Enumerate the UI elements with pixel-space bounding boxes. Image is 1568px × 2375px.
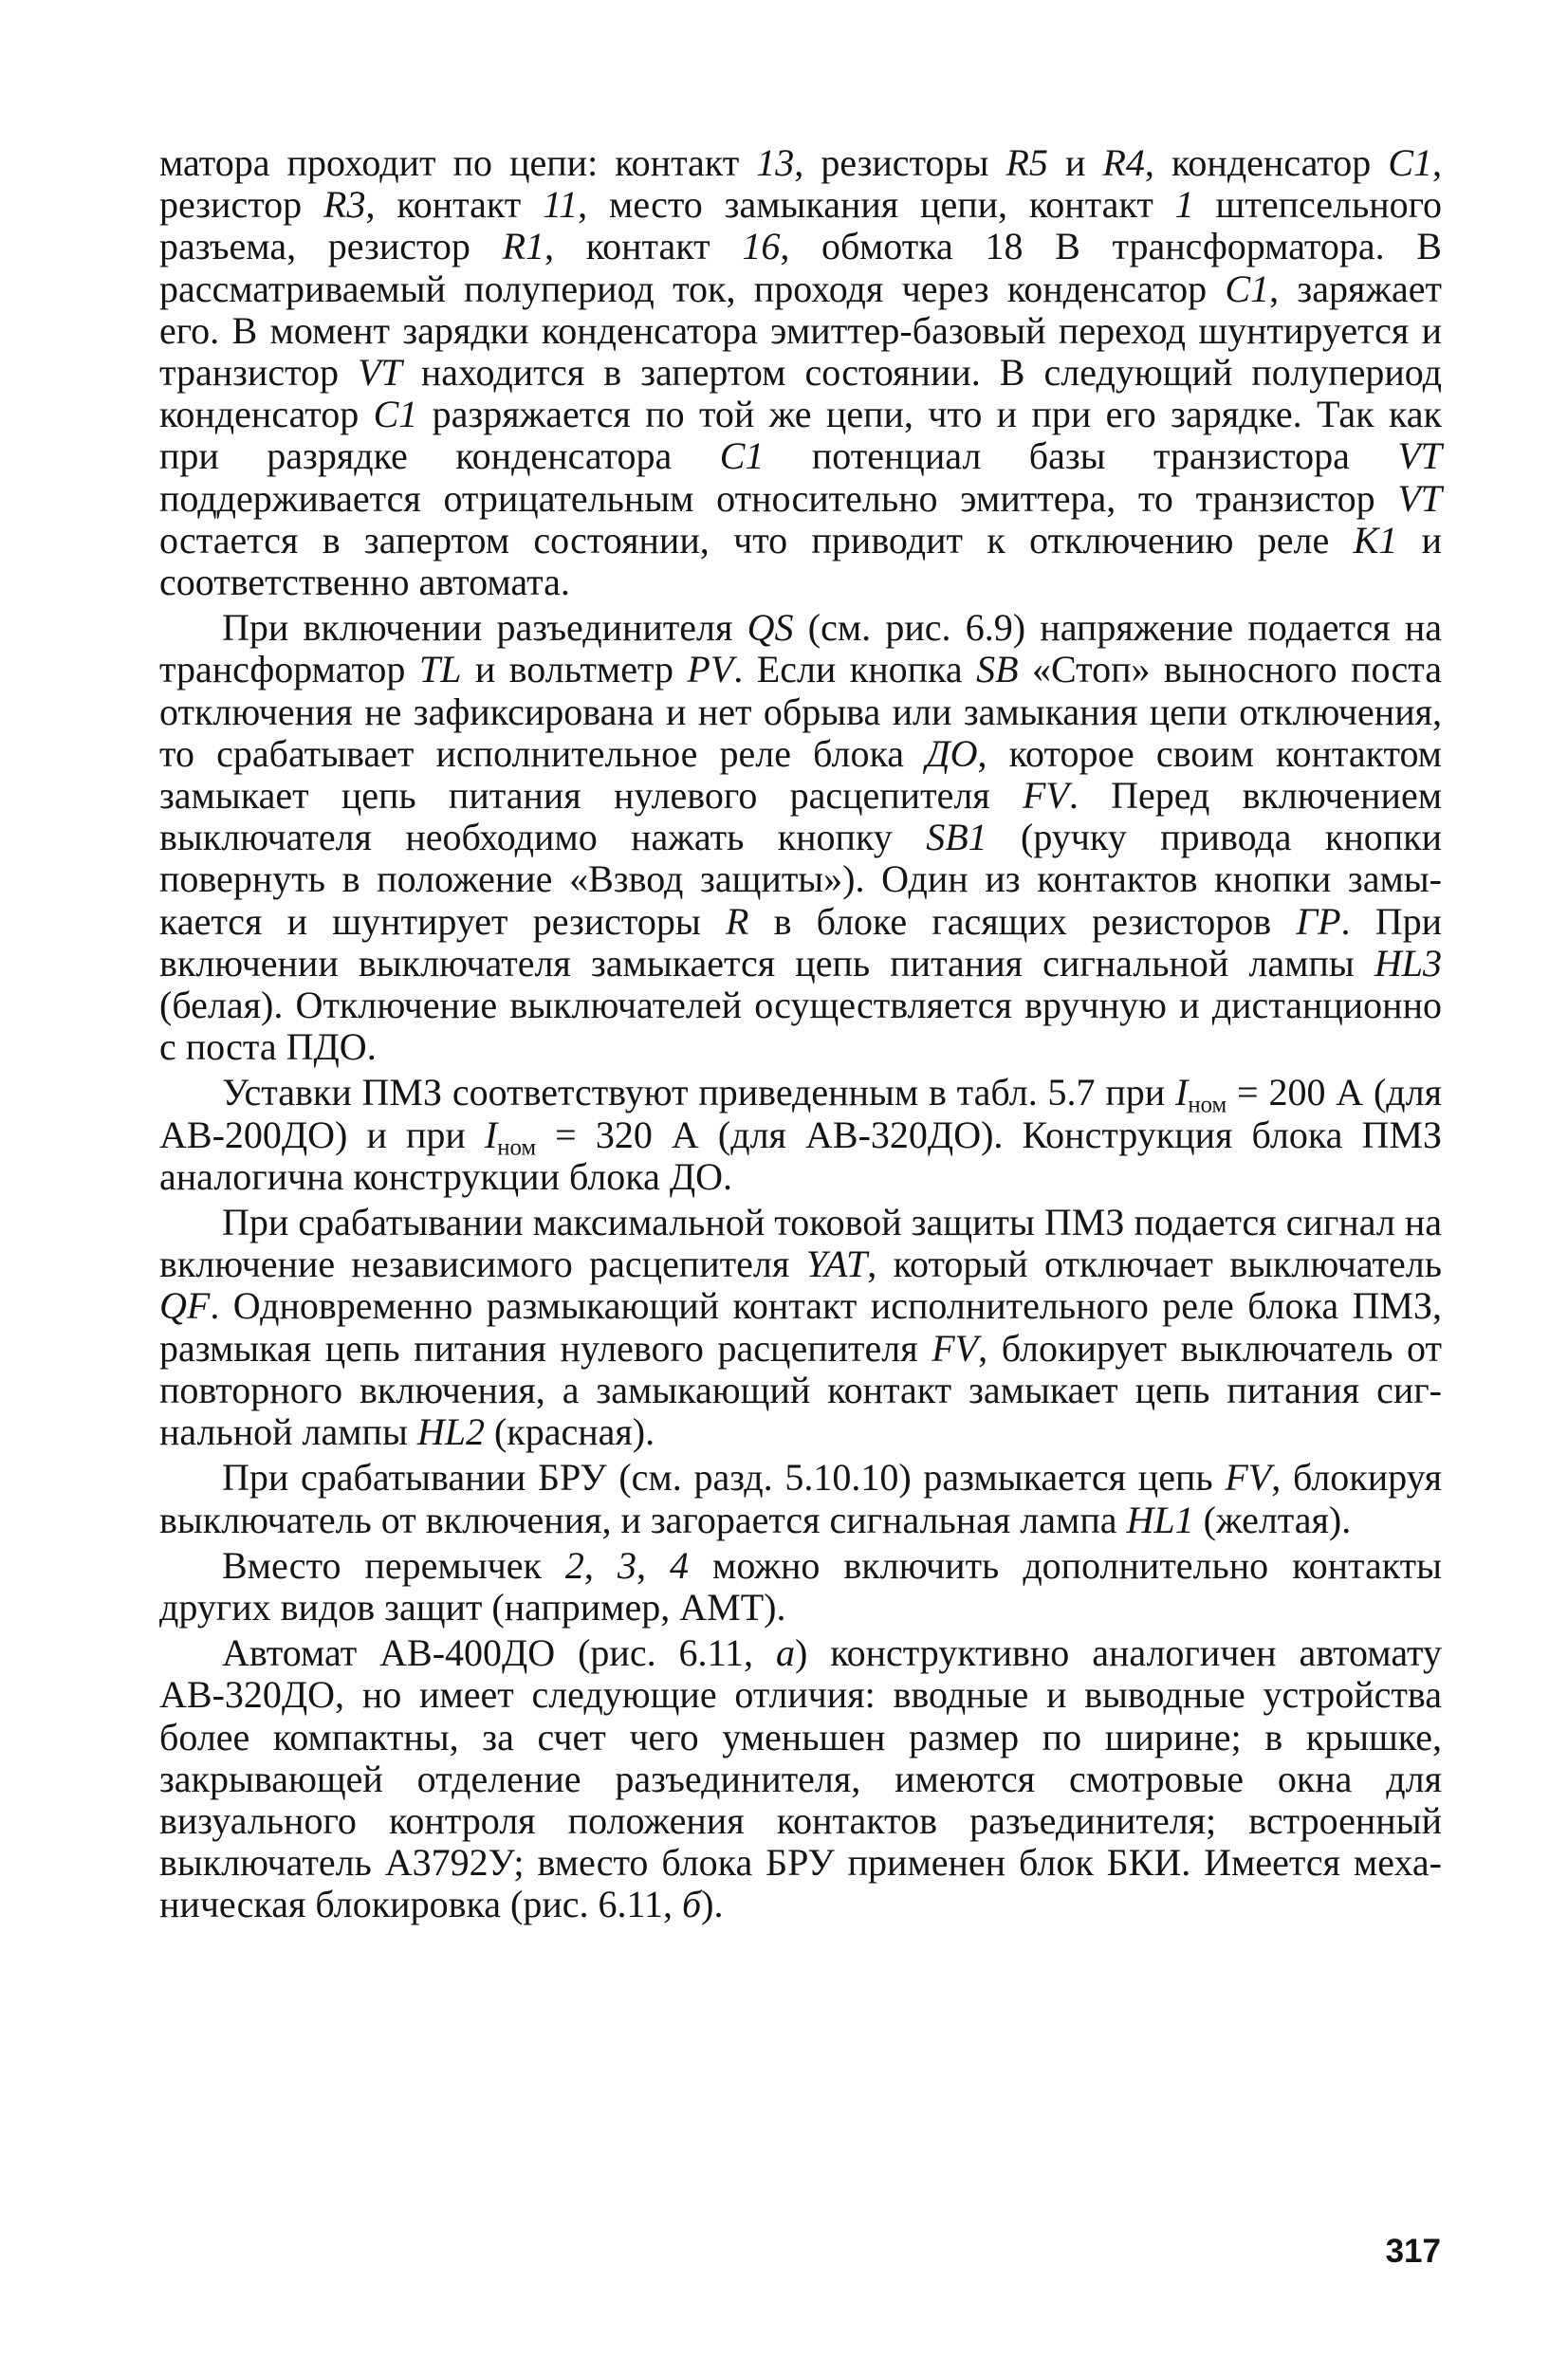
italic-run: PV xyxy=(687,648,734,691)
italic-run: FV xyxy=(1022,774,1069,818)
paragraph-6: Вместо перемычек 2, 3, 4 можно включить дополнительно контакты других видов защит (например, АМТ). xyxy=(159,1543,1442,1629)
italic-run: 3 xyxy=(617,1543,636,1587)
italic-run: SB xyxy=(976,648,1019,691)
italic-run: ДО xyxy=(926,731,978,775)
italic-run: I xyxy=(484,1113,498,1156)
subscript-run: ном xyxy=(1188,1092,1227,1118)
italic-run: K1 xyxy=(1353,518,1398,562)
italic-run: R4 xyxy=(1102,141,1145,184)
italic-run: 2 xyxy=(564,1543,584,1587)
page-number: 317 xyxy=(1385,2233,1441,2270)
italic-run: C1 xyxy=(719,434,765,478)
italic-run: R1 xyxy=(502,225,545,268)
italic-run: C1 xyxy=(1225,267,1270,310)
italic-run: SB1 xyxy=(926,816,987,859)
italic-run: FV xyxy=(932,1326,979,1370)
italic-run: 13 xyxy=(756,141,795,184)
italic-run: HL2 xyxy=(416,1410,485,1454)
italic-run: а xyxy=(775,1631,795,1675)
italic-run: QS xyxy=(747,606,794,650)
italic-run: R5 xyxy=(1005,141,1048,184)
italic-run: C1 xyxy=(1388,141,1433,184)
paragraph-4: При срабатывании максимальной токовой защиты ПМЗ подается сигнал на включение независимого расцепителя YAT, который отключает выключатель QF. Одновременно размыкающий контакт исполнительного реле блока ПМЗ, размыкая цепь питания нулевого расцепителя FV, блокирует выключатель от повторного включения, а замыкающий контакт замыкает цепь питания сигнальной лампы HL2 (красная). xyxy=(159,1201,1442,1454)
paragraph-2: При включении разъединителя QS (см. рис. 6.9) напряжение подается на трансформатор TL и вольтметр PV. Если кнопка SB «Стоп» выносного поста отключения не зафиксирована и нет обрыва или замыкания цепи отключения, то срабатывает исполнительное реле блока ДО, которое своим контактом замыкает цепь питания нулевого расцепителя FV. Перед включением выключателя необходимо нажать кнопку SB1 (ручку привода кнопки повернуть в положение «Взвод защиты»). Один из контактов кнопки замыкается и шунтирует резисторы R в блоке гасящих резисторов ГР. При включении выключателя замыкается цепь питания сигнальной лампы HL3 (белая). Отключение выключателей осуществляется вручную и дистанционно с поста ПДО. xyxy=(159,606,1443,1069)
italic-run: R xyxy=(725,899,749,943)
italic-run: 16 xyxy=(742,225,781,268)
italic-run: C1 xyxy=(373,393,418,436)
paragraph-3: Уставки ПМЗ соответствуют приведенным в табл. 5.7 при $I_{ном} = 200$ А (для АВ-200ДО) и при $I_{ном} = 320$ А (для АВ-320ДО). Конструкция блока ПМЗ аналогична конструкции блока ДО. xyxy=(159,1071,1443,1198)
paragraph-5: При срабатывании БРУ (см. разд. 5.10.10) размыкается цепь FV, блокируя выключатель от включения, и загорается сигнальная лампа HL1 (желтая). xyxy=(159,1456,1443,1541)
paragraph-1: матора проходит по цепи: контакт 13, резисторы R5 и R4, конденсатор C1, резистор R3, контакт 11, место замыкания цепи, контакт 1 штепсельного разъема, резистор R1, контакт 16, обмотка 18 В трансформатора. В рассматриваемый полупериод ток, проходя через конденсатор C1, заряжает его. В момент зарядки конденсатора эмиттер-базовый переход шунтируется и транзистор VT находится в запертом состоянии. В следующий полупериод конденсатор C1 разряжается по той же цепи, что и при его зарядке. Так как при разрядке конденсатора C1 потенциал базы транзистора VT поддерживается отрицательным относительно эмиттера, то транзистор VT остается в запертом состоянии, что приводит к отключению реле K1 и соответственно автомата. xyxy=(159,141,1443,604)
italic-run: 4 xyxy=(669,1543,689,1587)
italic-run: 11 xyxy=(543,183,579,227)
subscript-run: ном xyxy=(497,1134,537,1161)
italic-run: FV xyxy=(1225,1456,1272,1500)
italic-run: TL xyxy=(418,648,462,691)
italic-run: ГР xyxy=(1296,899,1341,943)
italic-run: б xyxy=(682,1883,702,1926)
paragraph-7: Автомат АВ-400ДО (рис. 6.11, а) конструктивно аналогичен автомату АВ-320ДО, но имеет следующие отличия: вводные и выводные устройства более компактны, за счет чего уменьшен размер по ширине; в крышке, закрывающей отделение разъединителя, имеются смотровые окна для визуального контроля положения контактов разъединителя; встроенный выключатель А3792У; вместо блока БРУ применен блок БКИ. Имеется механическая блокировка (рис. 6.11, б). xyxy=(159,1631,1442,1926)
italic-run: YAT xyxy=(805,1243,868,1286)
page-body xyxy=(159,142,1442,1926)
italic-run: 1 xyxy=(1174,183,1194,227)
italic-run: VT xyxy=(358,351,402,395)
italic-run: HL1 xyxy=(1126,1498,1194,1541)
italic-run: R3 xyxy=(323,183,366,227)
italic-run: HL3 xyxy=(1374,941,1442,985)
italic-run: VT xyxy=(1397,476,1442,520)
italic-run: I xyxy=(1175,1071,1189,1114)
italic-run: VT xyxy=(1397,434,1442,478)
italic-run: QF xyxy=(159,1284,211,1328)
